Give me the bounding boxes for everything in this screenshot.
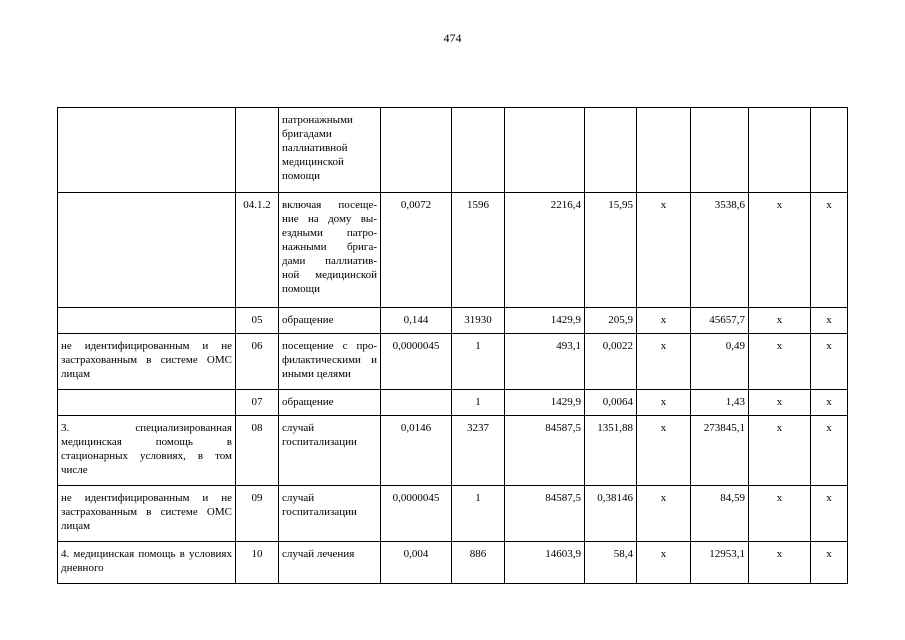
cell-cost: [505, 108, 585, 193]
cell-count: 1: [452, 390, 505, 416]
table-row: [58, 486, 848, 542]
row-code: [236, 108, 279, 193]
cell-count: 1: [452, 486, 505, 542]
cell-col10: х: [749, 416, 811, 486]
cell-col8: х: [637, 542, 691, 584]
cell-col8: х: [637, 390, 691, 416]
cell-per-capita: 205,9: [585, 308, 637, 334]
table-row: [58, 193, 848, 308]
cell-rate: 0,144: [381, 308, 452, 334]
cell-total: 1,43: [691, 390, 749, 416]
row-unit: патронажными бригадами паллиативной медицинской помощи: [279, 108, 381, 193]
cell-per-capita: 0,0064: [585, 390, 637, 416]
cell-col8: х: [637, 486, 691, 542]
cell-count: 3237: [452, 416, 505, 486]
cell-rate: 0,0000045: [381, 486, 452, 542]
cell-count: [452, 108, 505, 193]
row-label: не идентифицированным и не застрахованным в системе ОМС лицам: [58, 486, 236, 542]
cell-per-capita: 0,0022: [585, 334, 637, 390]
row-code: 10: [236, 542, 279, 584]
cell-col8: х: [637, 193, 691, 308]
cell-col10: [749, 108, 811, 193]
cell-rate: 0,0146: [381, 416, 452, 486]
cell-col11: х: [811, 334, 848, 390]
cell-per-capita: [585, 108, 637, 193]
cell-cost: 2216,4: [505, 193, 585, 308]
row-code: 04.1.2: [236, 193, 279, 308]
table-row: [58, 390, 848, 416]
cell-col11: х: [811, 486, 848, 542]
cell-col11: х: [811, 416, 848, 486]
row-unit: случай госпитализации: [279, 486, 381, 542]
table-row: [58, 334, 848, 390]
row-label: [58, 108, 236, 193]
cell-cost: 1429,9: [505, 390, 585, 416]
row-label: не идентифицированным и не застрахованным в системе ОМС лицам: [58, 334, 236, 390]
cell-col10: х: [749, 542, 811, 584]
cell-total: 273845,1: [691, 416, 749, 486]
cell-per-capita: 15,95: [585, 193, 637, 308]
cell-rate: [381, 108, 452, 193]
table-row: [58, 542, 848, 584]
row-unit: случай лечения: [279, 542, 381, 584]
cell-cost: 1429,9: [505, 308, 585, 334]
cell-col11: [811, 108, 848, 193]
cell-count: 1: [452, 334, 505, 390]
cell-col10: х: [749, 193, 811, 308]
cell-total: 84,59: [691, 486, 749, 542]
page-number: 474: [443, 31, 462, 45]
cell-per-capita: 58,4: [585, 542, 637, 584]
cell-col10: х: [749, 334, 811, 390]
cell-total: 0,49: [691, 334, 749, 390]
cell-per-capita: 1351,88: [585, 416, 637, 486]
cell-rate: 0,0000045: [381, 334, 452, 390]
row-code: 07: [236, 390, 279, 416]
cell-count: 31930: [452, 308, 505, 334]
row-label: [58, 308, 236, 334]
cell-col11: х: [811, 542, 848, 584]
row-unit: случай госпитализации: [279, 416, 381, 486]
row-unit: обращение: [279, 390, 381, 416]
row-label: 4. медицинская помощь в условиях дневного: [58, 542, 236, 584]
cell-total: [691, 108, 749, 193]
row-code: 09: [236, 486, 279, 542]
cell-col10: х: [749, 390, 811, 416]
table-row: [58, 308, 848, 334]
cell-total: 45657,7: [691, 308, 749, 334]
cell-col10: х: [749, 486, 811, 542]
cell-rate: 0,0072: [381, 193, 452, 308]
cell-col11: х: [811, 390, 848, 416]
row-label: [58, 390, 236, 416]
cell-cost: 84587,5: [505, 416, 585, 486]
cell-col10: х: [749, 308, 811, 334]
row-code: 08: [236, 416, 279, 486]
cell-total: 3538,6: [691, 193, 749, 308]
cell-cost: 14603,9: [505, 542, 585, 584]
cell-col11: х: [811, 308, 848, 334]
row-unit: обращение: [279, 308, 381, 334]
cell-col8: х: [637, 334, 691, 390]
cell-col8: х: [637, 416, 691, 486]
cell-total: 12953,1: [691, 542, 749, 584]
cell-rate: 0,004: [381, 542, 452, 584]
cell-per-capita: 0,38146: [585, 486, 637, 542]
cell-col11: х: [811, 193, 848, 308]
cell-cost: 493,1: [505, 334, 585, 390]
cell-count: 1596: [452, 193, 505, 308]
data-table: [57, 107, 848, 584]
table-row: [58, 416, 848, 486]
row-label: [58, 193, 236, 308]
cell-cost: 84587,5: [505, 486, 585, 542]
row-code: 06: [236, 334, 279, 390]
cell-col8: х: [637, 308, 691, 334]
row-unit: посещение с про-филактическими и иными целями: [279, 334, 381, 390]
cell-rate: [381, 390, 452, 416]
cell-count: 886: [452, 542, 505, 584]
row-unit: включая посеще-ние на дому вы-ездными патро-нажными брига-дами паллиатив-ной медицинской помощи: [279, 193, 381, 308]
row-code: 05: [236, 308, 279, 334]
cell-col8: [637, 108, 691, 193]
table-row: [58, 108, 848, 193]
row-label: 3. специализированная медицинская помощь в стационарных условиях, в том числе: [58, 416, 236, 486]
